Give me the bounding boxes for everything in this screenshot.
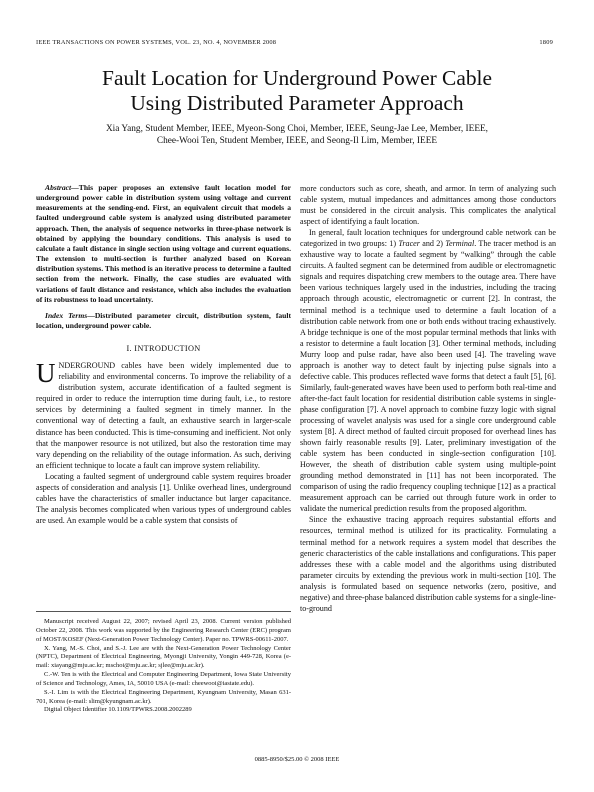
title-line-2: Using Distributed Parameter Approach: [130, 91, 464, 115]
authors-line-2: Chee-Wooi Ten, Student Member, IEEE, and Seong-Il Lim, Member, IEEE: [156, 136, 438, 146]
section-heading: I. INTRODUCTION: [126, 344, 201, 354]
index-terms-text: —Distributed parameter circuit, distribution system, fault location, underground power cable.: [36, 310, 292, 331]
title-line-1: Fault Location for Underground Power Cable: [102, 66, 492, 90]
right-p2-part-b: and 2): [419, 239, 446, 249]
abstract: [36, 183, 291, 305]
tracer-term: Tracer: [398, 239, 420, 249]
intro-paragraph-2: Locating a faulted segment of underground cable system requires broader aspects of consideration and analysis [1]. Unlike overhead lines, underground cables have the characteristics of smaller inductance but larger capacitance. The analysis becomes complicated when various types of underground cables are used. An example would be a cable system that consists of: [36, 471, 291, 525]
journal-header: IEEE TRANSACTIONS ON POWER SYSTEMS, VOL. 23, NO. 4, NOVEMBER 2008: [36, 39, 277, 46]
copyright-footer: 0885-8950/$25.00 © 2008 IEEE: [254, 756, 340, 763]
abstract-text: —This paper proposes an extensive fault location model for underground power cable in distribution system using voltage and current measurements at the sending-end. First, an equivalent circuit that models a faulted underground cable system is analyzed using distributed parameter approach. Then, the analysis of sequence networks in three-phase network is obtained by applying the boundary conditions. This analysis is used to calculate a fault distance in single section using voltage and current equations. The extension to multi-section is further analyzed based on Korean distribution systems. This method is an iterative process to determine a faulted section from the network. Finally, the case studies are evaluated with variations of fault distance and resistance, which also includes the evaluation of its robustness to load uncertainty.: [36, 183, 291, 304]
right-paragraph-1: more conductors such as core, sheath, and armor. In term of analyzing such cable system, mutual impedances and admittances among those conductors must be considered in the circuit analysis. This complicates the analytical aspect of identifying a fault location.: [300, 184, 556, 227]
index-terms: [36, 311, 291, 331]
abstract-label: Abstract: [45, 183, 72, 192]
page-number: 1809: [539, 39, 553, 46]
intro-paragraph-1: [36, 360, 291, 470]
right-p2-part-c: . The tracer method is an exhaustive way to locate a faulted segment by “walking” through the cable circuits. A faulted segment can be determined from audible or electromagnetic signals and requires dispatching crew members to the outage area. There have been various techniques largely used in the industries, including the tracing approach through acoustic, electromagnetic or current [2]. In contrast, the terminal method is a technique used to determine a fault location of a distribution cable network from one or both ends without tracing exhaustively. A bridge technique is one of the most popular terminal methods that links with a resistor to determine a fault location [3]. Other terminal methods, including Murry loop and pulse radar, have also been used [4]. The traveling wave approach is another way to detect fault by injecting pulse signals into a defective cable. This produces reflected wave forms that detect a fault [5], [6]. Similarly, fault-generated waves have been used to perform both real-time and after-the-fact fault location for residential distribution cable systems in single-phase configuration [7]. A novel approach to combine fuzzy logic with signal processing of wavelet analysis was used for a single core underground cable system [8]. A direct method of faulted circuit proposed for overhead lines has shown fairly reasonable results [9]. Later, preliminary investigation of the cable system has been conducted in single-section configuration [10]. However, the sheath of distribution cable system using multiple-point grounding method demonstrated in [11] has not been incorporated. The comparison of using the radio frequency coupling technique [12] as a practical measurement approach can be carried out through future work in order to validate the numerical prediction results from the proposed algorithm.: [300, 239, 556, 514]
index-terms-label: Index Terms: [45, 310, 88, 320]
terminal-term: Terminal: [445, 239, 475, 249]
paper-title: [36, 66, 558, 116]
footnote-affiliation-2: C.-W. Ten is with the Electrical and Computer Engineering Department, Iowa State University of Science and Technology, Ames, IA, 50010 USA (e-mail: cheewooi@iastate.edu).: [36, 671, 291, 687]
footnotes: [36, 618, 291, 715]
footnote-rule: [36, 611, 291, 612]
author-list: [36, 123, 558, 147]
right-column: [300, 183, 556, 614]
footnote-affiliation-3: S.-I. Lim is with the Electrical Engineering Department, Kyungnam University, Masan 631-701, Korea (e-mail: slim@kyungnam.ac.kr).: [36, 688, 291, 705]
intro-p1-text: NDERGROUND cables have been widely implemented due to reliability and environmental concerns. To improve the reliability of a distribution system, accurate identification of a faulted segment is required in order to reduce the interruption time during fault, i.e., to restore services by determining a faulted segment in timely manner. In the conventional way of detecting a fault, an exhaustive search in larger-scale distance has been conducted. This is time-consuming and inefficient. Not only that the manpower resource is not utilized, but also the restoration time may vary depending on the reliability of the outage information. As such, deriving an efficient technique to locate a fault can improve system reliability.: [36, 361, 291, 470]
footnote-affiliation-1: X. Yang, M.-S. Choi, and S.-J. Lee are with the Next-Generation Power Technology Center (NPTC), Department of Electrical Engineering, Myongji University, Yongin 449-728, Korea (e-mail: xiayang@mju.ac.kr; mschoi@mju.ac.kr; sjlee@mju.ac.kr).: [36, 644, 291, 670]
right-paragraph-3: Since the exhaustive tracing approach requires substantial efforts and resources, terminal method is utilized for its practicality. Formulating a terminal method for a network requires a system model that describes the generic characteristics of the cable installations and configurations. This paper addresses these with a cable model and the algorithms using distributed parameter circuits by extending the previous work in multi-section [10]. The analysis is formulated based on sequence networks (zero, positive, and negative) and three-phase balanced distribution cable systems for a single-line-to-ground: [300, 515, 556, 613]
right-paragraph-2: [300, 227, 556, 514]
authors-line-1: Xia Yang, Student Member, IEEE, Myeon-Song Choi, Member, IEEE, Seung-Jae Lee, Member, IEEE,: [105, 124, 489, 134]
footnote-doi: Digital Object Identifier 10.1109/TPWRS.2008.2002289: [44, 706, 192, 714]
right-p2-part-a: In general, fault location techniques for underground cable network can be categorized in two groups: 1): [300, 228, 556, 249]
drop-cap: U: [36, 358, 56, 389]
left-column: [36, 183, 291, 526]
footnote-manuscript: Manuscript received August 22, 2007; revised April 23, 2008. Current version published October 22, 2008. This work was supported by the Engineering Research Center (ERC) program of MOST/KOSEF (Next-Generation Power Technology Center). Paper no. TPWRS-00611-2007.: [36, 618, 291, 643]
